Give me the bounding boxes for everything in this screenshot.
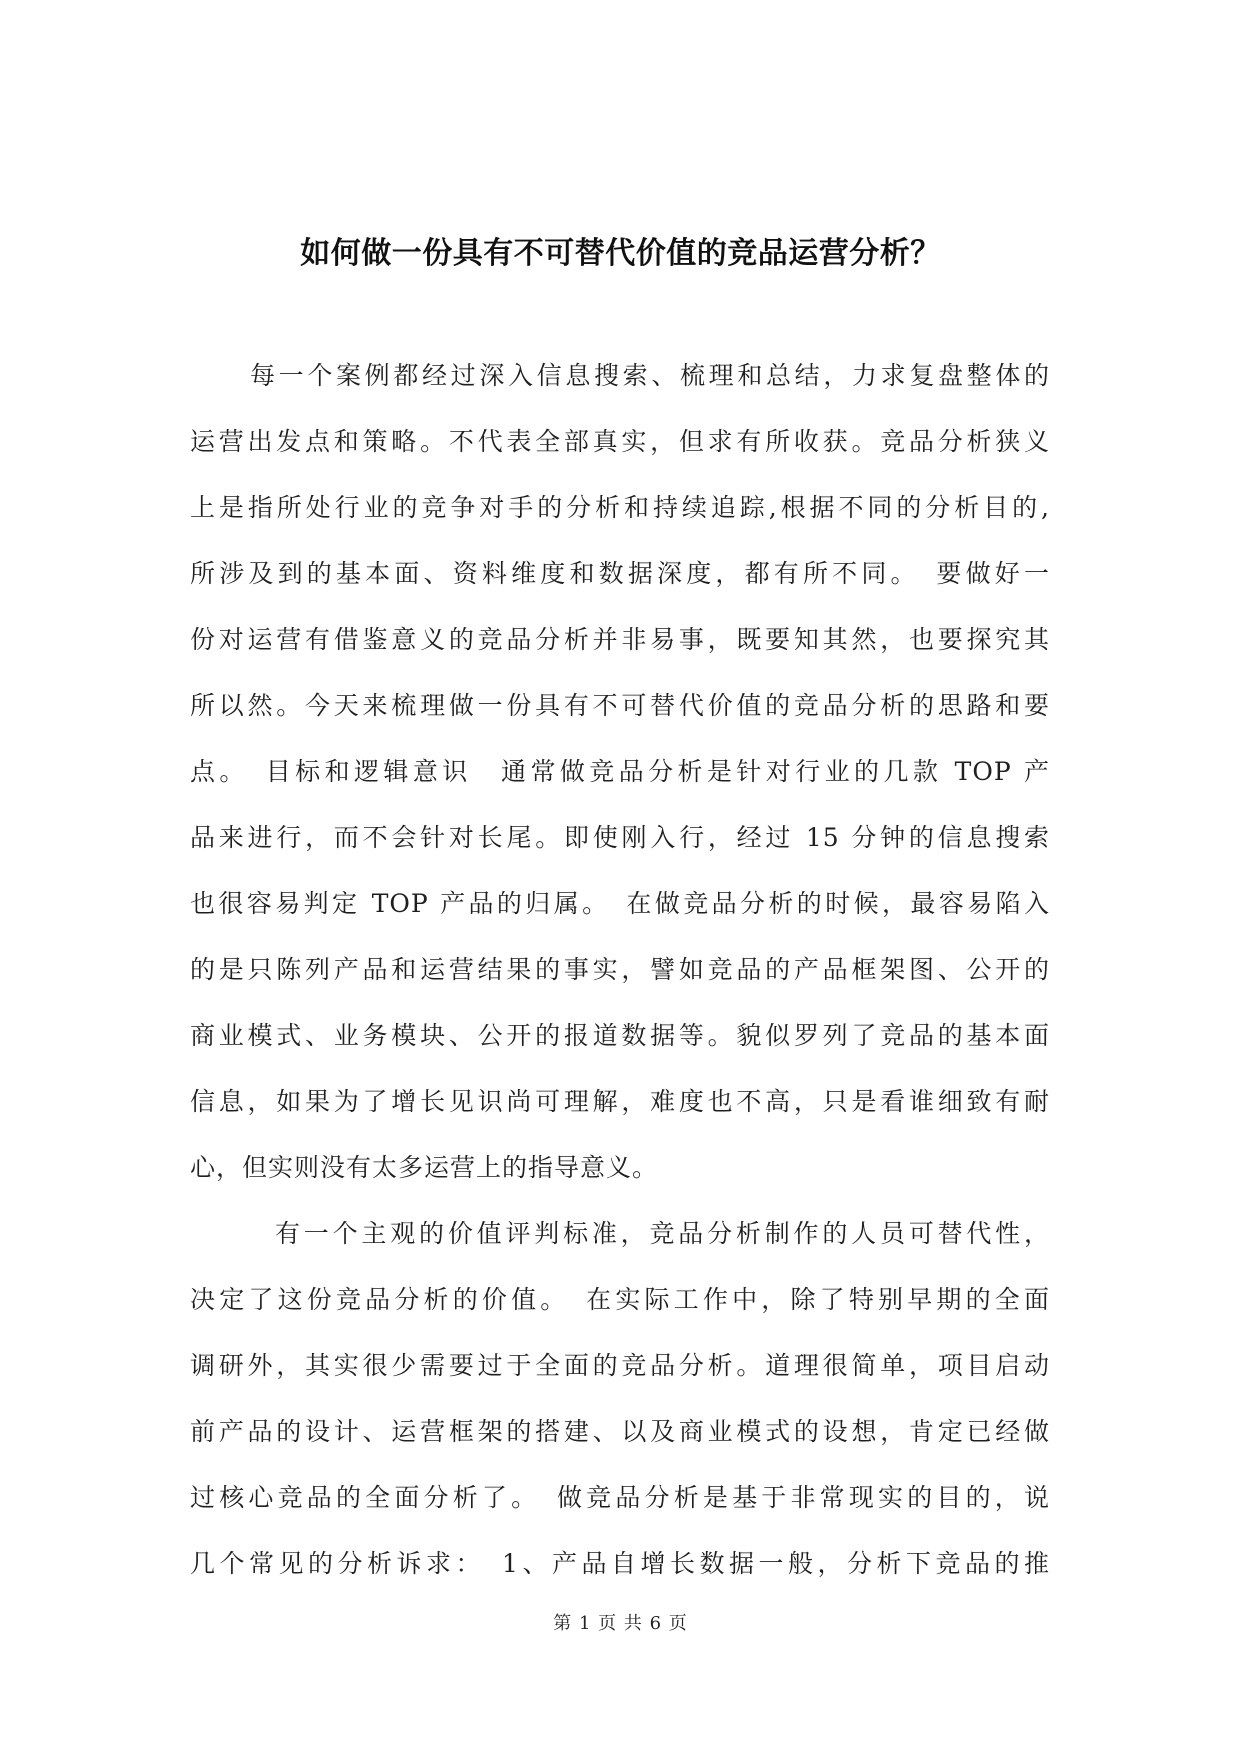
- document-title: 如何做一份具有不可替代价值的竞品运营分析？: [300, 236, 941, 271]
- paragraph-line: 运营出发点和策略。不代表全部真实，但求有所收获。竞品分析狭义: [190, 427, 1050, 456]
- paragraph-line: 每一个案例都经过深入信息搜索、梳理和总结，力求复盘整体的: [250, 361, 1050, 390]
- paragraph-line: 信息，如果为了增长见识尚可理解，难度也不高，只是看谁细致有耐: [190, 1087, 1050, 1116]
- document-body: [190, 352, 1050, 1606]
- paragraph-line: 上是指所处行业的竞争对手的分析和持续追踪,根据不同的分析目的,: [190, 493, 1050, 522]
- paragraph-line: 份对运营有借鉴意义的竞品分析并非易事，既要知其然，也要探究其: [190, 625, 1050, 654]
- paragraph-line: 商业模式、业务模块、公开的报道数据等。貌似罗列了竞品的基本面: [190, 1021, 1050, 1050]
- paragraph-line: 所以然。今天来梳理做一份具有不可替代价值的竞品分析的思路和要: [190, 691, 1050, 720]
- paragraph-line: 有一个主观的价值评判标准，竞品分析制作的人员可替代性，: [275, 1219, 1050, 1248]
- paragraph-line: 点。 目标和逻辑意识 通常做竞品分析是针对行业的几款 TOP 产: [190, 757, 1050, 786]
- paragraph-line: 调研外，其实很少需要过于全面的竞品分析。道理很简单，项目启动: [190, 1351, 1050, 1380]
- paragraph-line: 所涉及到的基本面、资料维度和数据深度，都有所不同。 要做好一: [190, 559, 1050, 588]
- paragraph-line: 决定了这份竞品分析的价值。 在实际工作中，除了特别早期的全面: [190, 1285, 1050, 1314]
- page-number-footer: 第 1 页 共 6 页: [553, 1613, 688, 1634]
- paragraph-line: 的是只陈列产品和运营结果的事实，譬如竞品的产品框架图、公开的: [190, 955, 1050, 984]
- paragraph-line: 过核心竞品的全面分析了。 做竞品分析是基于非常现实的目的，说: [190, 1483, 1050, 1512]
- paragraph-line: 心，但实则没有太多运营上的指导意义。: [190, 1153, 659, 1182]
- paragraph-line: 几个常见的分析诉求： 1、产品自增长数据一般，分析下竞品的推: [190, 1549, 1050, 1578]
- paragraph-line: 品来进行，而不会针对长尾。即使刚入行，经过 15 分钟的信息搜索: [190, 823, 1050, 852]
- paragraph-line: 也很容易判定 TOP 产品的归属。 在做竞品分析的时候，最容易陷入: [190, 889, 1050, 918]
- paragraph-line: 前产品的设计、运营框架的搭建、以及商业模式的设想，肯定已经做: [190, 1417, 1050, 1446]
